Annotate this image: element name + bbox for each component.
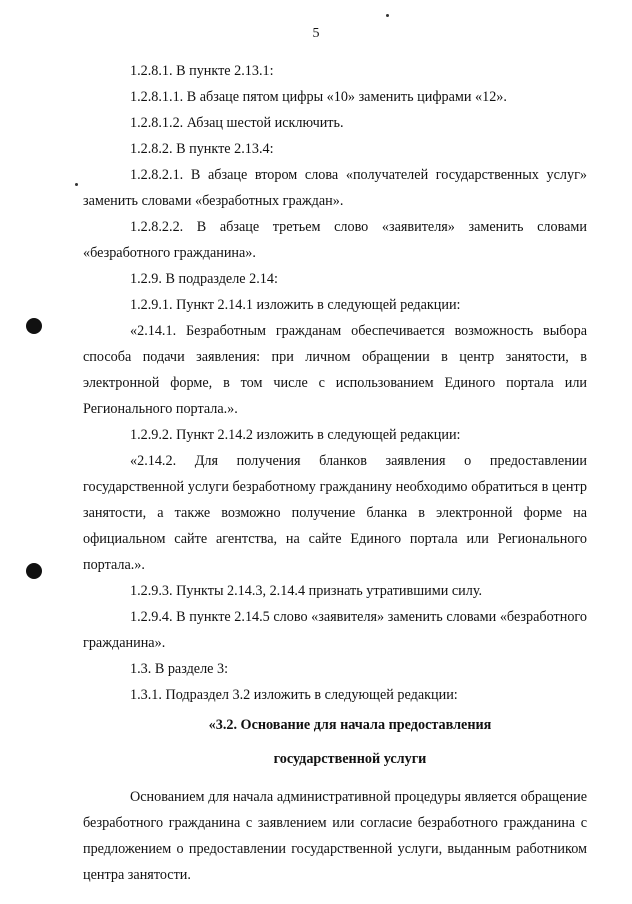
- scan-speck: [75, 183, 78, 186]
- section-heading-line-2: государственной услуги: [273, 751, 427, 767]
- paragraph: 1.2.8.2.1. В абзаце втором слова «получателей государственных услуг» заменить словами «безработных граждан».: [83, 167, 587, 209]
- paragraph: 1.2.8.1.1. В абзаце пятом цифры «10» заменить цифрами «12».: [130, 89, 507, 105]
- paragraph: 1.2.9.1. Пункт 2.14.1 изложить в следующей редакции:: [130, 297, 461, 313]
- quoted-paragraph: «2.14.1. Безработным гражданам обеспечивается возможность выбора способа подачи заявления: при личном обращении в центр занятости, в электронной форме, в том числе с использованием Единого портала или Регионального портала.».: [83, 323, 587, 417]
- paragraph: 1.3. В разделе 3:: [130, 661, 229, 677]
- paragraph: 1.2.8.2. В пункте 2.13.4:: [130, 141, 274, 157]
- closing-paragraph: Основанием для начала административной процедуры является обращение безработного гражданина с заявлением или согласие безработного гражданина с предложением о предоставлении государственной услуги, выданным работником центра занятости.: [83, 789, 587, 883]
- scan-speck: [386, 14, 389, 17]
- paragraph: 1.2.9.2. Пункт 2.14.2 изложить в следующей редакции:: [130, 427, 461, 443]
- paragraph: 1.2.9.4. В пункте 2.14.5 слово «заявителя» заменить словами «безработного гражданина».: [83, 609, 587, 651]
- paragraph: 1.2.8.1.2. Абзац шестой исключить.: [130, 115, 344, 131]
- paragraph: 1.2.9. В подразделе 2.14:: [130, 271, 278, 287]
- paragraph: 1.2.9.3. Пункты 2.14.3, 2.14.4 признать утратившими силу.: [130, 583, 483, 599]
- paragraph: 1.2.8.2.2. В абзаце третьем слово «заявителя» заменить словами «безработного гражданина».: [83, 219, 587, 261]
- page-number: 5: [312, 26, 320, 41]
- punch-hole: [26, 318, 42, 334]
- document-body: [83, 58, 587, 888]
- section-heading-line-1: «3.2. Основание для начала предоставления: [208, 717, 492, 733]
- paragraph: 1.2.8.1. В пункте 2.13.1:: [130, 63, 274, 79]
- quoted-paragraph: «2.14.2. Для получения бланков заявления о предоставлении государственной услуги безработному гражданину необходимо обратиться в центр занятости, а также возможно получение бланка в электронной форме на официальном сайте агентства, на сайте Единого портала или Регионального портала.».: [83, 453, 587, 573]
- paragraph: 1.3.1. Подраздел 3.2 изложить в следующей редакции:: [130, 687, 458, 703]
- punch-hole: [26, 563, 42, 579]
